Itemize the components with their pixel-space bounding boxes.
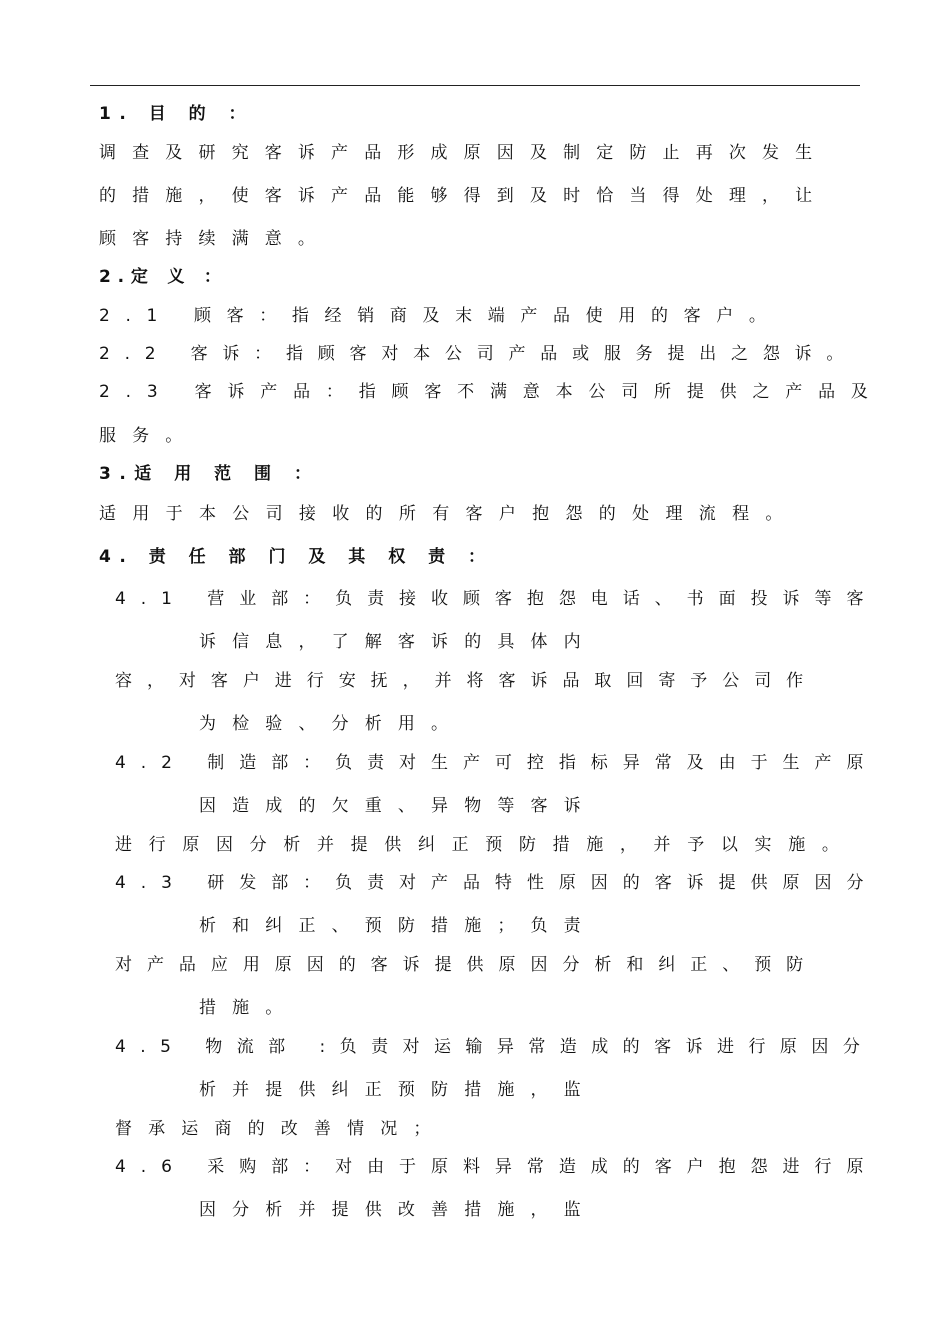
section-1-body-line-3: 顾客持续满意。 xyxy=(99,229,332,249)
duty-4-2-line-1: 4.2 制造部：负责对生产可控指标异常及由于生产原 xyxy=(115,753,879,773)
section-2-heading: 2.定 义 ： xyxy=(99,267,228,287)
duty-4-3-line-3: 对产品应用原因的客诉提供原因分析和纠正、预防 xyxy=(115,955,819,975)
section-4-heading: 4. 责 任 部 门 及 其 权 责 ： xyxy=(99,547,494,567)
duty-4-2-line-2: 因造成的欠重、异物等客诉 xyxy=(199,796,597,816)
duty-4-3-line-4: 措施。 xyxy=(199,998,299,1018)
duty-4-1-line-4: 为检验、分析用。 xyxy=(199,714,465,734)
duty-4-3-line-1: 4.3 研发部：负责对产品特性原因的客诉提供原因分 xyxy=(115,873,879,893)
section-3-body: 适用于本公司接收的所有客户抱怨的处理流程。 xyxy=(99,504,799,524)
duty-4-1-line-1: 4.1 营业部：负责接收顾客抱怨电话、书面投诉等客 xyxy=(115,589,879,609)
definition-2-3-line-2: 服务。 xyxy=(99,426,199,446)
definition-2-2: 2.2 客诉：指顾客对本公司产品或服务提出之怨诉。 xyxy=(99,344,859,364)
section-3-heading: 3.适 用 范 围 ： xyxy=(99,464,320,484)
duty-4-1-line-3: 容，对客户进行安抚，并将客诉品取回寄予公司作 xyxy=(115,671,819,691)
duty-4-1-line-2: 诉信息，了解客诉的具体内 xyxy=(199,632,597,652)
header-rule xyxy=(90,85,860,86)
duty-4-3-line-2: 析和纠正、预防措施；负责 xyxy=(199,916,597,936)
section-1-heading: 1. 目 的 ： xyxy=(99,104,255,124)
section-1-body-line-1: 调查及研究客诉产品形成原因及制定防止再次发生 xyxy=(99,143,829,163)
definition-2-1: 2.1 顾客：指经销商及末端产品使用的客户。 xyxy=(99,306,782,326)
duty-4-2-line-3: 进行原因分析并提供纠正预防措施，并予以实施。 xyxy=(115,835,856,855)
section-1-body-line-2: 的措施，使客诉产品能够得到及时恰当得处理，让 xyxy=(99,186,829,206)
duty-4-6-line-2: 因分析并提供改善措施，监 xyxy=(199,1200,597,1220)
duty-4-5-line-2: 析并提供纠正预防措施，监 xyxy=(199,1080,597,1100)
duty-4-6-line-1: 4.6 采购部：对由于原料异常造成的客户抱怨进行原 xyxy=(115,1157,879,1177)
duty-4-5-line-3: 督承运商的改善情况； xyxy=(115,1119,447,1139)
duty-4-5-line-1: 4.5 物流部 :负责对运输异常造成的客诉进行原因分 xyxy=(115,1037,875,1057)
definition-2-3-line-1: 2.3 客诉产品：指顾客不满意本公司所提供之产品及 xyxy=(99,382,884,402)
